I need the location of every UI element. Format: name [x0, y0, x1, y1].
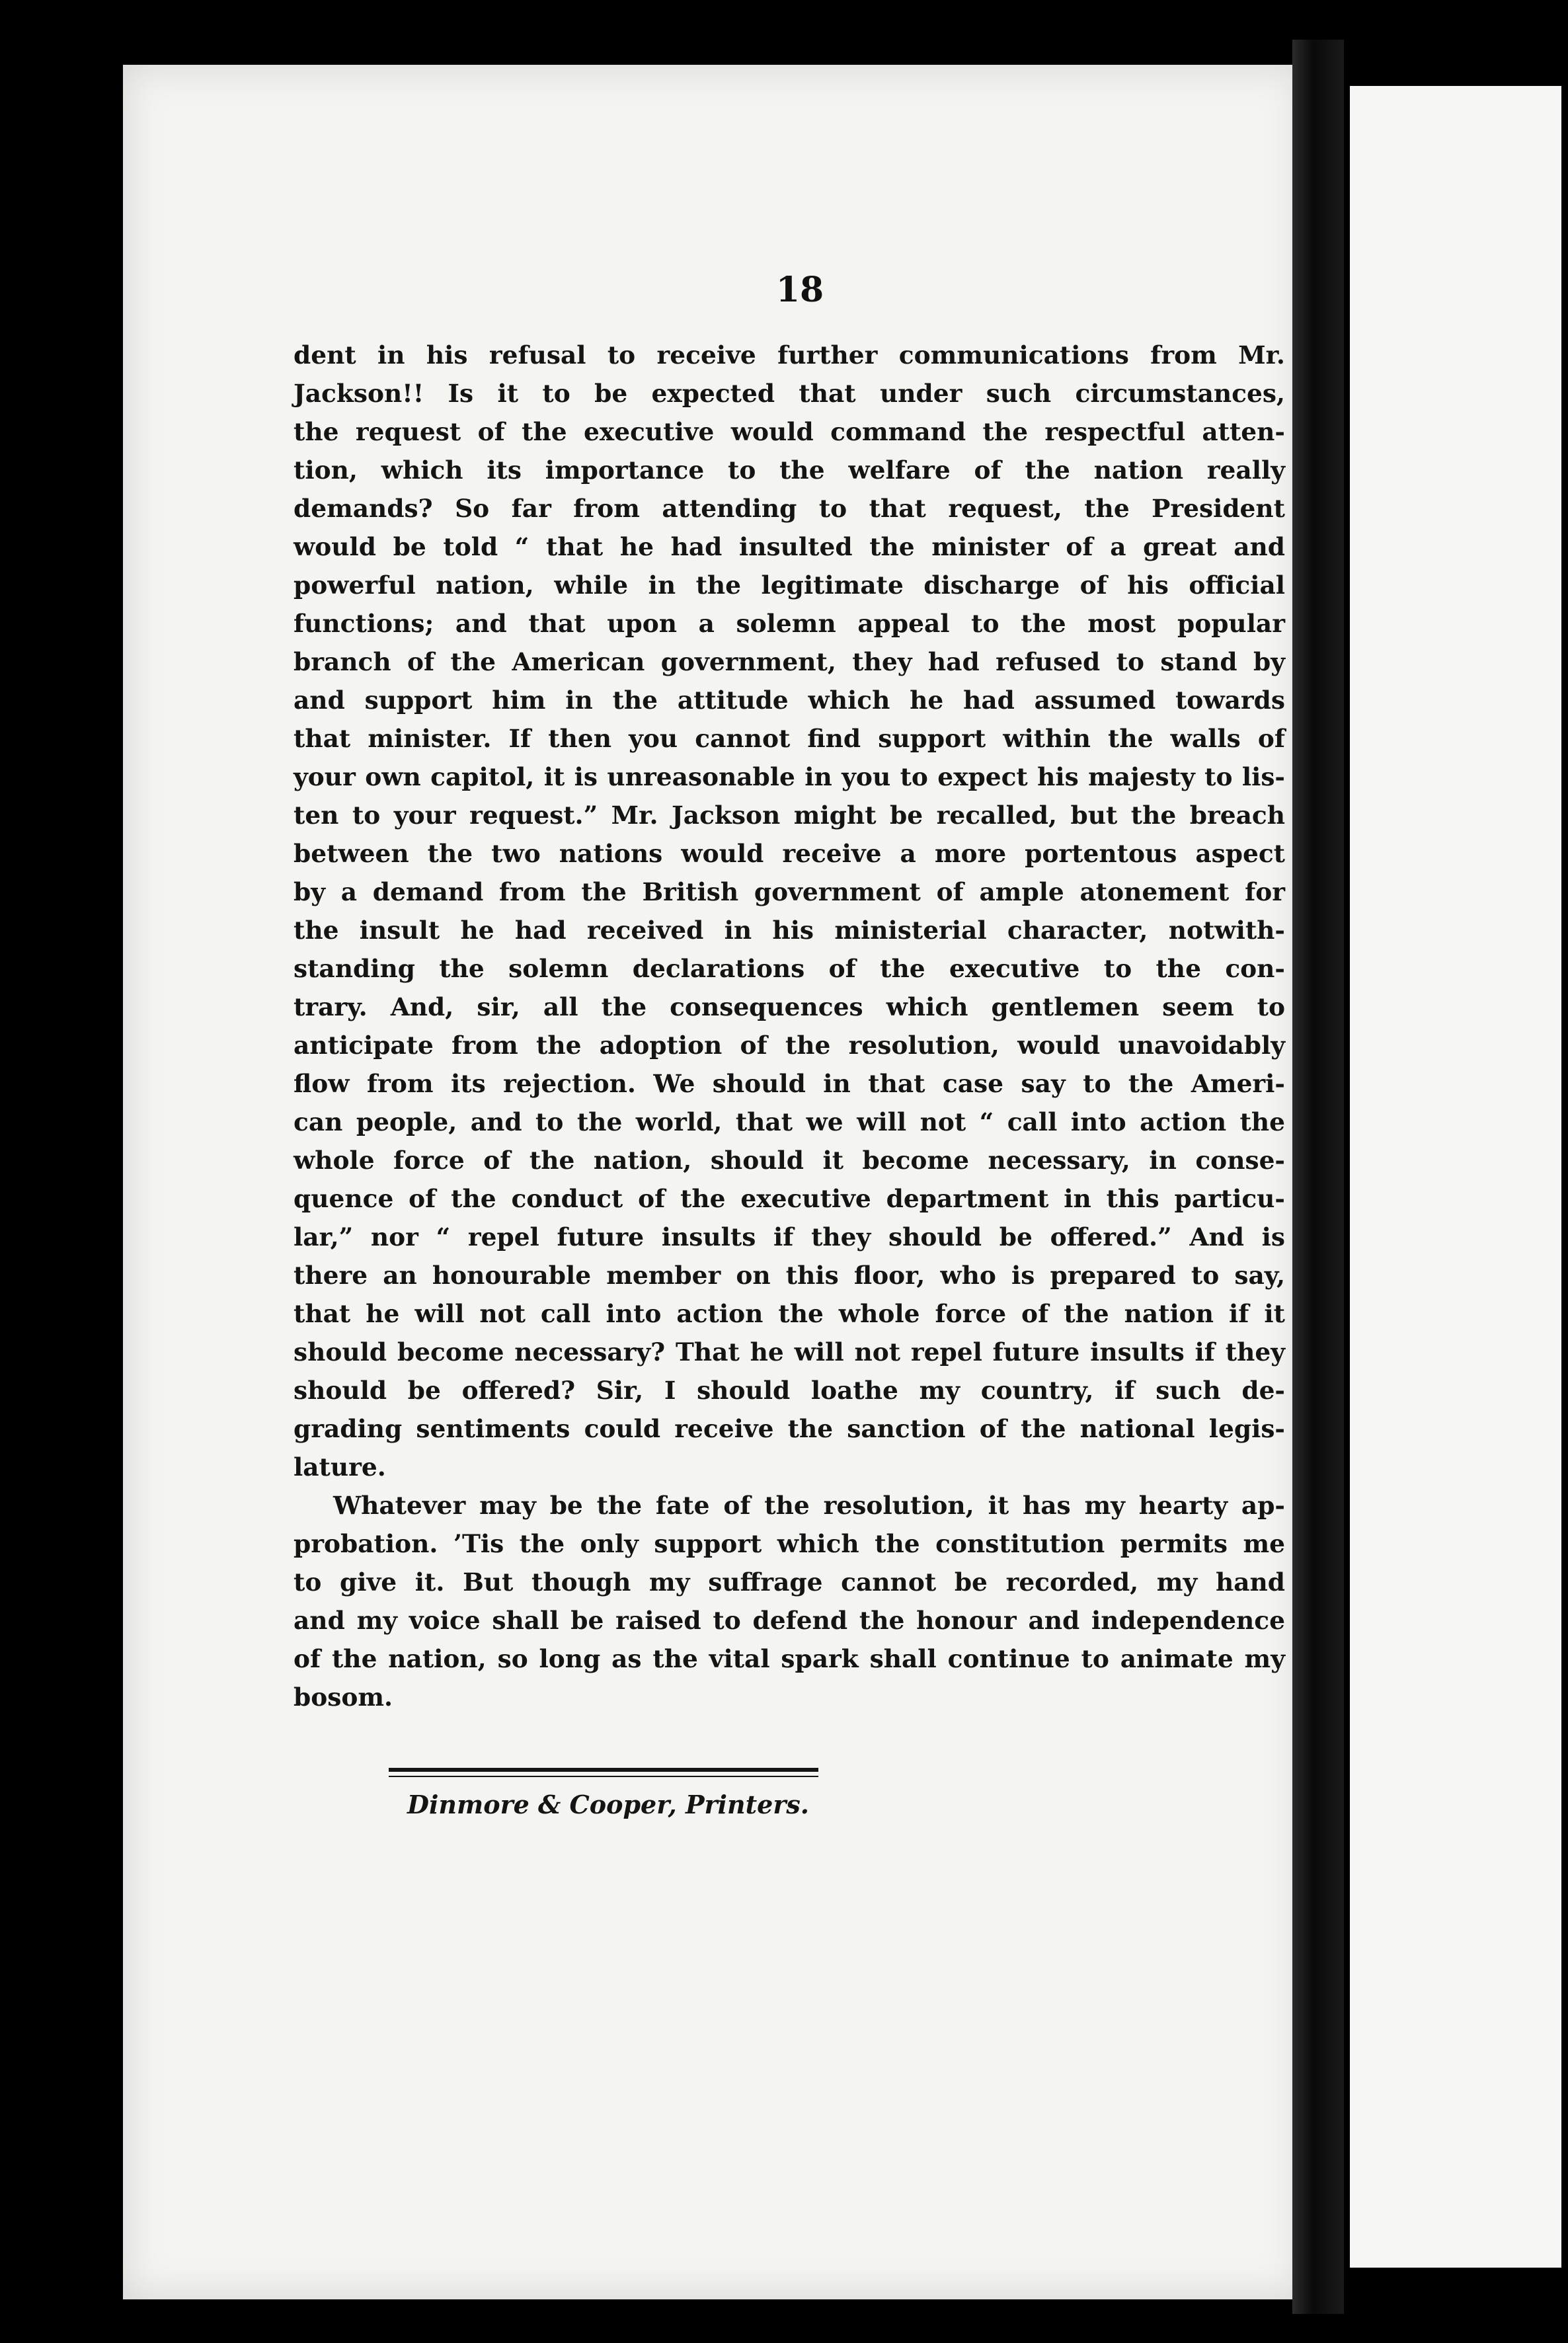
text-line: bosom. [294, 1683, 393, 1712]
text-line: ten to your request.” Mr. Jackson might be recalled, but the breach [294, 801, 1285, 830]
text-line: Whatever may be the fate of the resolution, it has my hearty ap- [333, 1491, 1285, 1520]
text-line: flow from its rejection. We should in that case say to the Ameri- [294, 1069, 1285, 1098]
text-line: lature. [294, 1452, 386, 1482]
text-line: branch of the American government, they had refused to stand by [294, 647, 1285, 676]
text-line: would be told “ that he had insulted the minister of a great and [294, 532, 1285, 561]
text-line: there an honourable member on this floor, who is prepared to say, [294, 1261, 1285, 1290]
printer-imprint: Dinmore & Cooper, Printers. [407, 1790, 809, 1819]
text-line: can people, and to the world, that we will not “ call into action the [294, 1107, 1285, 1136]
text-line: quence of the conduct of the executive department in this particu- [294, 1184, 1285, 1213]
text-line: by a demand from the British government of ample atonement for [294, 877, 1285, 906]
text-line: whole force of the nation, should it become necessary, in conse- [294, 1146, 1285, 1175]
text-line: anticipate from the adoption of the resolution, would unavoidably [294, 1031, 1285, 1060]
text-line: to give it. But though my suffrage cannot be recorded, my hand [294, 1568, 1285, 1597]
right-page-edge [1350, 86, 1561, 2268]
text-line: lar,” nor “ repel future insults if they should be offered.” And is [294, 1222, 1285, 1251]
text-line: and my voice shall be raised to defend the honour and independence [294, 1606, 1285, 1635]
text-line: tion, which its importance to the welfare of the nation really [294, 456, 1285, 485]
text-line: should become necessary? That he will not repel future insults if they [294, 1337, 1285, 1367]
text-line: functions; and that upon a solemn appeal to the most popular [294, 609, 1285, 638]
text-line: trary. And, sir, all the consequences which gentlemen seem to [294, 992, 1285, 1021]
text-line: and support him in the attitude which he had assumed towards [294, 686, 1285, 715]
body-text [294, 336, 1285, 1716]
text-line: grading sentiments could receive the sanction of the national legis- [294, 1414, 1285, 1443]
text-line: the insult he had received in his ministerial character, notwith- [294, 916, 1285, 945]
text-line: probation. ’Tis the only support which the constitution permits me [294, 1529, 1285, 1558]
text-line: powerful nation, while in the legitimate discharge of his official [294, 571, 1285, 600]
text-line: your own capitol, it is unreasonable in you to expect his majesty to lis- [294, 762, 1285, 791]
text-line: should be offered? Sir, I should loathe my country, if such de- [294, 1376, 1285, 1405]
text-line: standing the solemn declarations of the executive to the con- [294, 954, 1285, 983]
text-line: between the two nations would receive a more portentous aspect [294, 839, 1285, 868]
text-line: demands? So far from attending to that request, the President [294, 494, 1285, 523]
text-line: of the nation, so long as the vital spark shall continue to animate my [294, 1644, 1285, 1673]
text-line: that he will not call into action the whole force of the nation if it [294, 1299, 1285, 1328]
double-rule-thick [389, 1768, 818, 1772]
text-line: the request of the executive would command the respectful atten- [294, 417, 1285, 446]
text-line: dent in his refusal to receive further communications from Mr. [294, 340, 1285, 370]
text-line: Jackson!! Is it to be expected that under such circumstances, [294, 379, 1285, 408]
double-rule-thin [389, 1776, 818, 1777]
page-number: 18 [775, 270, 824, 310]
book-gutter [1292, 40, 1344, 2314]
text-line: that minister. If then you cannot find support within the walls of [294, 724, 1285, 753]
